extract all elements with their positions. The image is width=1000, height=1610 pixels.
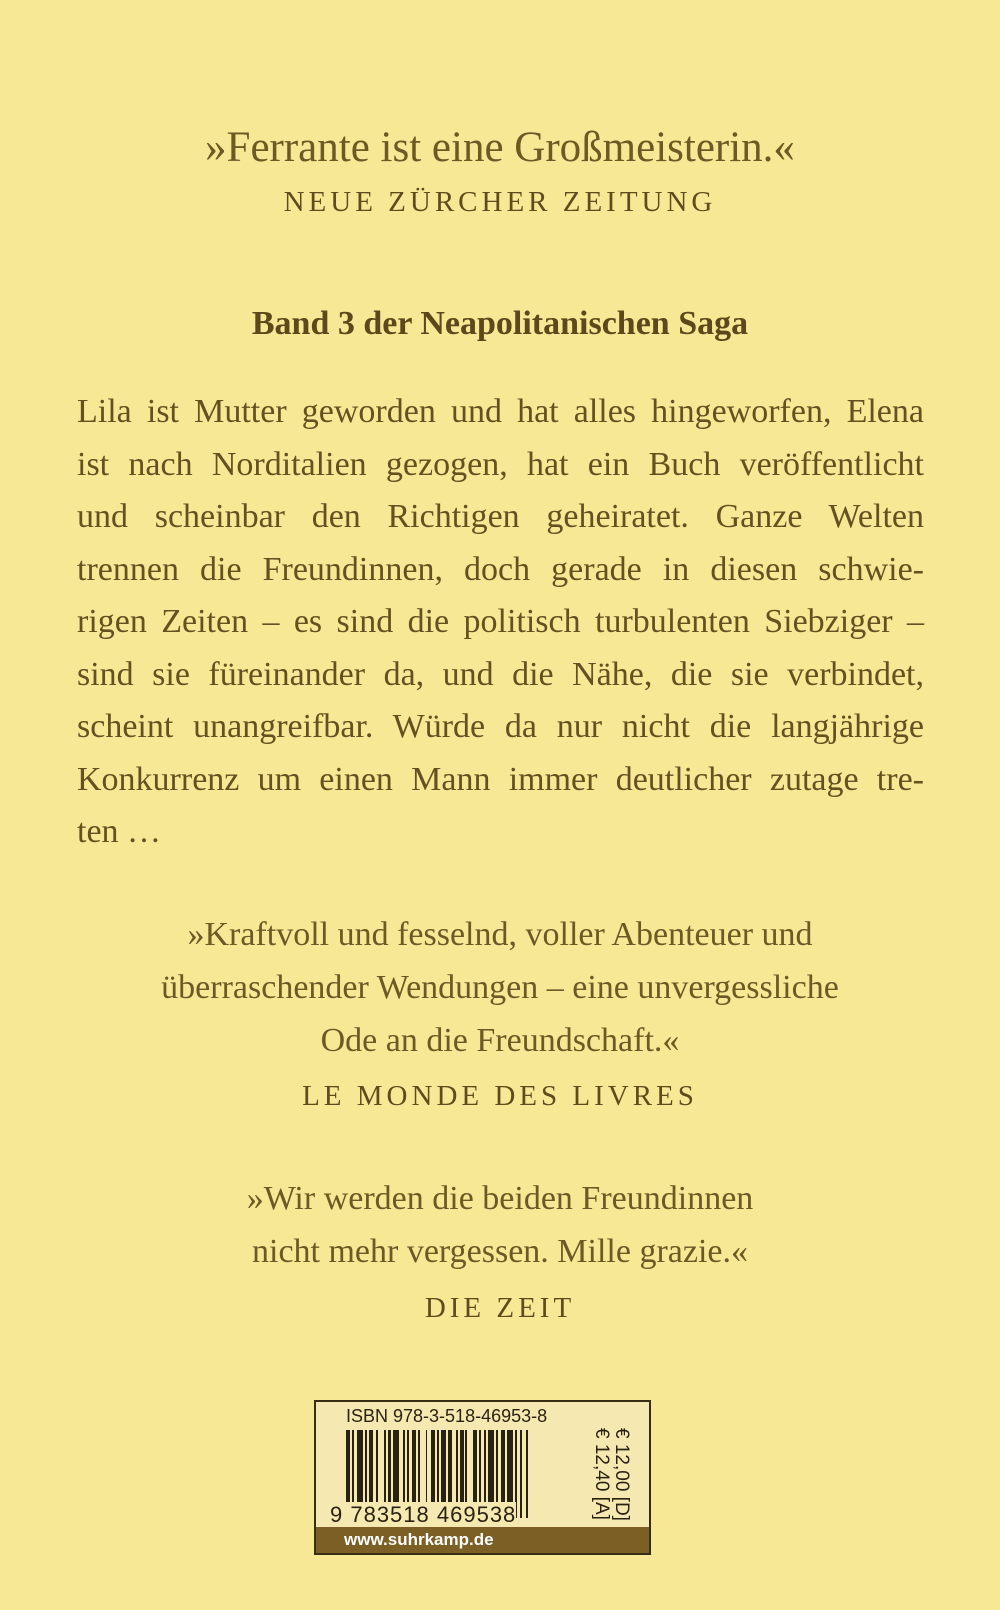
top-quote: »Ferrante ist eine Großmeisterin.« xyxy=(205,124,795,171)
review-source-le-monde: LE MONDE DES LIVRES xyxy=(302,1080,698,1112)
blurb-line: rigen Zeiten – es sind die politisch turbulenten Siebziger – xyxy=(77,603,924,640)
blurb-line: ist nach Norditalien gezogen, hat ein Buch veröffentlicht xyxy=(77,445,924,483)
blurb-line: und scheinbar den Richtigen geheiratet. Ganze Welten xyxy=(77,498,924,535)
blurb-line: trennen die Freundinnen, doch gerade in diesen schwie- xyxy=(77,550,924,588)
quote-line: überraschender Wendungen – eine unvergessliche xyxy=(161,969,839,1006)
barcode-box xyxy=(314,1400,651,1555)
blurb-text xyxy=(77,386,924,859)
blurb-line: ten … xyxy=(77,813,162,850)
price-germany: € 12,00 [D] xyxy=(611,1428,632,1521)
quote-line: nicht mehr vergessen. Mille grazie.« xyxy=(252,1233,748,1270)
isbn-label: ISBN 978-3-518-46953-8 xyxy=(346,1406,548,1426)
series-heading: Band 3 der Neapolitanischen Saga xyxy=(251,305,749,342)
review-quote-die-zeit xyxy=(0,1172,1000,1278)
blurb-line: Konkurrenz um einen Mann immer deutlicher zutage tre- xyxy=(77,760,924,798)
barcode-gap xyxy=(528,1430,530,1518)
review-source-die-zeit: DIE ZEIT xyxy=(424,1292,576,1324)
publisher-url[interactable]: www.suhrkamp.de xyxy=(316,1527,649,1553)
top-quote-source: NEUE ZÜRCHER ZEITUNG xyxy=(283,186,717,218)
blurb-line: sind sie füreinander da, und die Nähe, die sie verbindet, xyxy=(77,655,924,693)
price-austria: € 12,40 [A] xyxy=(591,1428,612,1520)
blurb-line: Lila ist Mutter geworden und hat alles hingeworfen, Elena xyxy=(77,393,924,430)
quote-line: »Kraftvoll und fesselnd, voller Abenteuer und xyxy=(187,916,813,953)
quote-line: »Wir werden die beiden Freundinnen xyxy=(246,1180,754,1217)
barcode-digits: 9 783518 469538 xyxy=(330,1502,517,1527)
blurb-line: scheint unangreifbar. Würde da nur nicht die langjährige xyxy=(77,708,924,745)
review-quote-le-monde xyxy=(0,908,1000,1067)
quote-line: Ode an die Freundschaft.« xyxy=(320,1022,680,1059)
price-block xyxy=(588,1426,648,1526)
